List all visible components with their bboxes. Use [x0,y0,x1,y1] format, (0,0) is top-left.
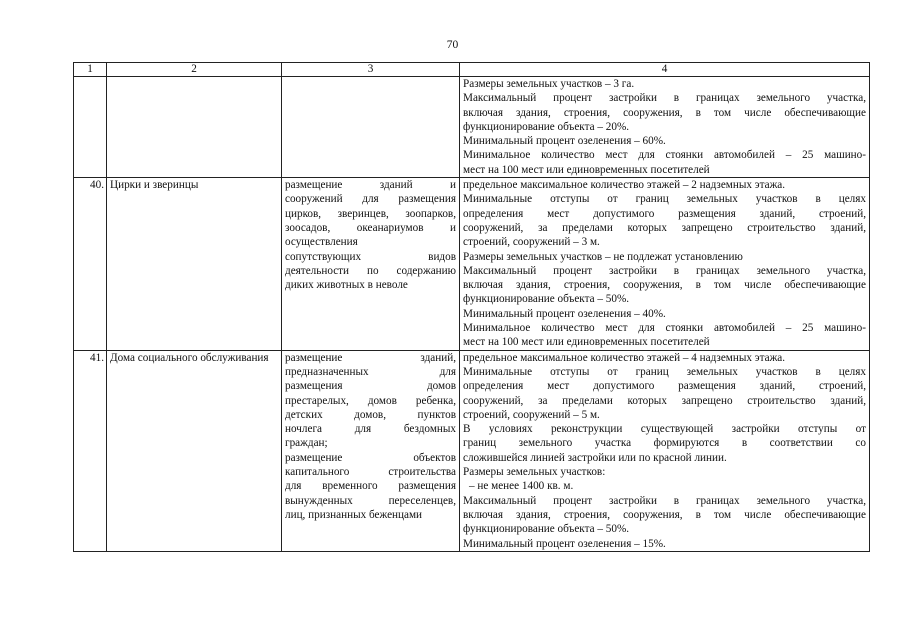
parameter-line: Размеры земельных участков – не подлежат установлению [463,250,743,263]
description-line: детских домов, пунктов [285,408,456,421]
parameter-line: определения мест допустимого размещения зданий, строений, [463,380,866,393]
parameter-line: включая здания, строения, сооружения, в том числе обеспечивающие [463,508,866,521]
parameter-line: границ земельного участка формируются в соответствии со [463,437,866,450]
parameter-line: сложившейся линией застройки или по красной линии. [463,451,727,464]
description-line: лиц, признанных беженцами [285,508,423,521]
description-line: для временного размещения [285,480,456,493]
parameter-line: Минимальный процент озеленения – 60%. [463,135,666,148]
land-use-table [73,62,870,552]
row-number: 41. [74,350,107,551]
description-line: размещения домов [285,380,456,393]
parameter-paragraph [463,250,866,264]
use-parameters [460,350,870,551]
parameter-line: Размеры земельных участков – 3 га. [463,78,635,90]
parameter-paragraph [463,465,866,479]
description-line: размещение зданий и [285,179,456,192]
header-cell: 2 [107,63,282,77]
parameter-line: включая здания, строения, сооружения, в том числе обеспечивающие [463,279,866,292]
description-line: капитального строительства [285,466,456,479]
parameter-line: строений, сооружений – 3 м. [463,236,600,249]
header-cell: 3 [282,63,460,77]
parameter-paragraph [463,537,866,551]
description-line: ночлега для бездомных [285,423,456,436]
description-line: цирков, зверинцев, зоопарков, [285,207,456,220]
parameter-line: предельное максимальное количество этажей – 2 надземных этажа. [463,179,786,192]
description-line: размещение зданий, [285,351,456,364]
row-number: 40. [74,178,107,351]
parameter-paragraph [463,77,866,91]
description-line: диких животных в неволе [285,279,408,292]
parameter-paragraph [463,307,866,321]
use-description [282,77,460,178]
use-type-name: Цирки и зверинцы [107,178,282,351]
use-parameters [460,178,870,351]
parameter-line: функционирование объекта – 20%. [463,120,630,133]
parameter-paragraph [463,422,866,465]
description-line: осуществления [285,236,358,249]
description-line: размещение объектов [285,451,456,464]
parameter-paragraph [463,148,866,177]
table-row [74,178,870,351]
parameter-paragraph [463,134,866,148]
parameter-line: Минимальное количество мест для стоянки автомобилей – 25 машино- [463,322,866,335]
parameter-line: определения мест допустимого размещения зданий, строений, [463,207,866,220]
parameter-line: Минимальный процент озеленения – 40%. [463,307,666,320]
use-type-name: Дома социального обслуживания [107,350,282,551]
description-line: сопутствующих видов [285,250,456,263]
parameter-line: сооружений, за пределами которых запрещено строительство зданий, [463,221,866,234]
description-line: граждан; [285,437,328,450]
parameter-paragraph [463,178,866,192]
parameter-line: Минимальный процент озеленения – 15%. [463,537,666,550]
description-line: сооружений для размещения [285,193,456,206]
page-number: 70 [446,39,459,51]
parameter-line: Минимальные отступы от границ земельных участков в целях [463,365,866,378]
parameter-line: – не менее 1400 кв. м. [469,480,574,493]
use-type-name [107,77,282,178]
use-parameters [460,77,870,178]
table-row [74,350,870,551]
description-line: вынужденных переселенцев, [285,494,456,507]
table-row [74,77,870,178]
table-header-row [74,63,870,77]
parameter-line: Максимальный процент застройки в границах земельного участка, [463,92,866,105]
parameter-line: Размеры земельных участков: [463,466,606,479]
parameter-line: Максимальный процент застройки в границах земельного участка, [463,494,866,507]
parameter-line: Минимальные отступы от границ земельных участков в целях [463,193,866,206]
parameter-paragraph [463,494,866,537]
parameter-line: предельное максимальное количество этажей – 4 надземных этажа. [463,351,786,364]
description-line: престарелых, домов ребенка, [285,394,456,407]
parameter-line: Максимальный процент застройки в границах земельного участка, [463,264,866,277]
row-number [74,77,107,178]
parameter-paragraph [463,321,866,350]
parameter-line: строений, сооружений – 5 м. [463,408,600,421]
parameter-paragraph [463,365,866,422]
header-cell: 1 [74,63,107,77]
description-line: предназначенных для [285,365,456,378]
use-description [282,178,460,351]
parameter-line: Минимальное количество мест для стоянки автомобилей – 25 машино- [463,149,866,162]
parameter-paragraph [463,479,866,493]
parameter-line: мест на 100 мест или единовременных посетителей [463,163,710,176]
parameter-paragraph [463,192,866,249]
description-line: деятельности по содержанию [285,264,456,277]
parameter-paragraph [463,91,866,134]
description-line: зоосадов, океанариумов и [285,221,456,234]
parameter-line: функционирование объекта – 50%. [463,293,630,306]
parameter-line: мест на 100 мест или единовременных посетителей [463,336,710,349]
parameter-line: включая здания, строения, сооружения, в том числе обеспечивающие [463,106,866,119]
parameter-paragraph [463,351,866,365]
parameter-line: функционирование объекта – 50%. [463,523,630,536]
header-cell: 4 [460,63,870,77]
use-description [282,350,460,551]
parameter-line: сооружений, за пределами которых запрещено строительство зданий, [463,394,866,407]
parameter-line: В условиях реконструкции существующей застройки отступы от [463,423,866,436]
parameter-paragraph [463,264,866,307]
